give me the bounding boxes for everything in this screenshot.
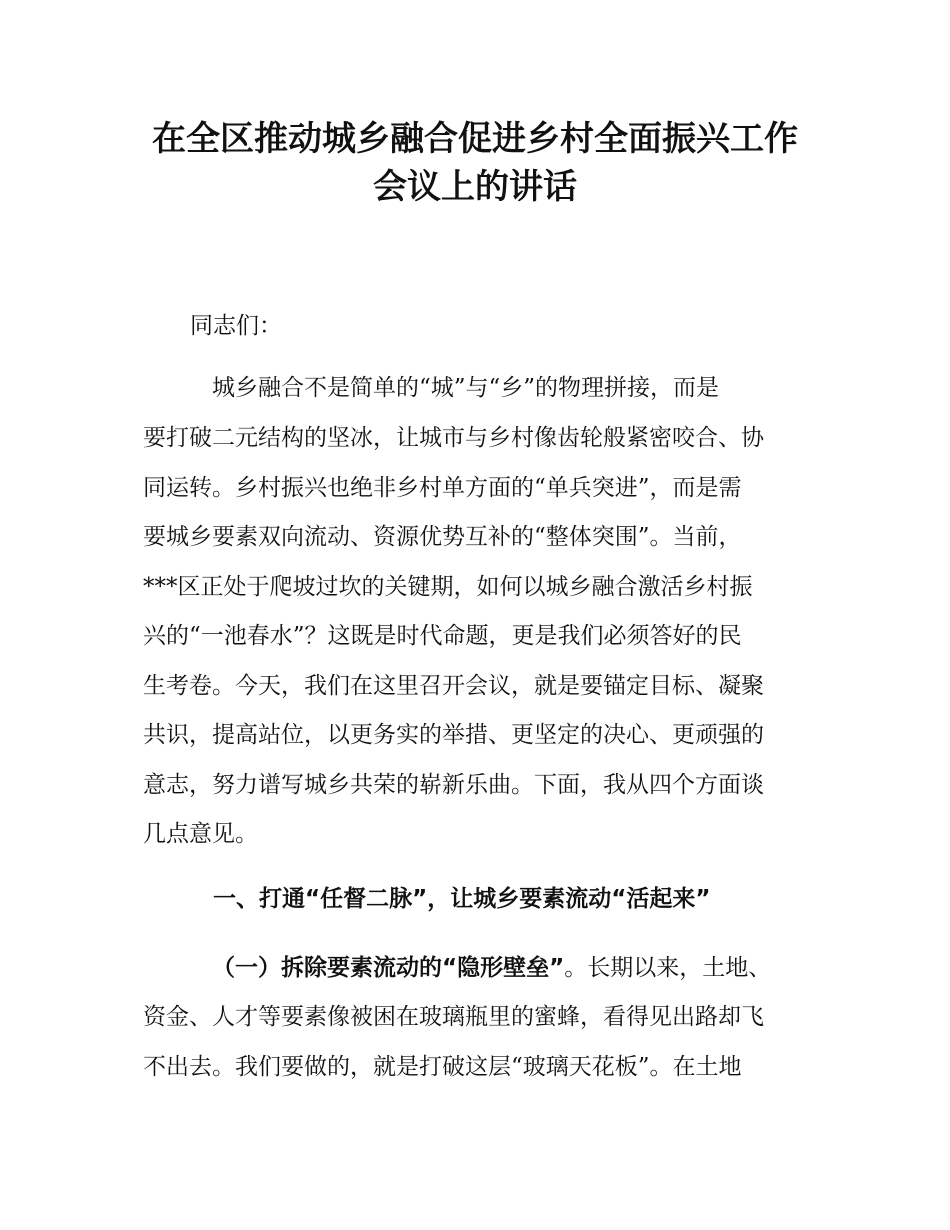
document-title-line-1: 在全区推动城乡融合促进乡村全面振兴工作 [152,119,798,159]
subsection-1-first-line [212,952,771,984]
subsection-1-first-line-rest: 。长期以来，土地、 [564,955,772,981]
subsection-1-line: 不出去。我们要做的，就是打破这层“玻璃天花板”。在土地 [143,1054,742,1080]
document-title-line-2: 会议上的讲话 [373,167,577,207]
intro-line: 共识，提高站位，以更务实的举措、更坚定的决心、更顽强的 [143,722,764,748]
intro-line: 城乡融合不是简单的“城”与“乡”的物理拼接，而是 [212,375,720,401]
subsection-1-line: 资金、人才等要素像被困在玻璃瓶里的蜜蜂，看得见出路却飞 [143,1004,764,1030]
intro-line: 生考卷。今天，我们在这里召开会议，就是要锚定目标、凝聚 [143,673,764,699]
subsection-1-heading: （一）拆除要素流动的“隐形壁垒” [212,955,565,981]
intro-line: ***区正处于爬坡过坎的关键期，如何以城乡融合激活乡村振 [143,574,753,600]
intro-line: 意志，努力谱写城乡共荣的崭新乐曲。下面，我从四个方面谈 [143,772,764,798]
intro-line: 要打破二元结构的坚冰，让城市与乡村像齿轮般紧密咬合、协 [143,425,764,451]
intro-line: 兴的“一池春水”？这既是时代命题，更是我们必须答好的民 [143,623,742,649]
intro-line: 几点意见。 [143,821,258,847]
section-heading-1: 一、打通“任督二脉”，让城乡要素流动“活起来” [213,886,711,912]
salutation: 同志们： [190,313,282,339]
intro-line: 要城乡要素双向流动、资源优势互补的“整体突围”。当前， [143,524,742,550]
intro-line: 同运转。乡村振兴也绝非乡村单方面的“单兵突进”，而是需 [143,475,742,501]
